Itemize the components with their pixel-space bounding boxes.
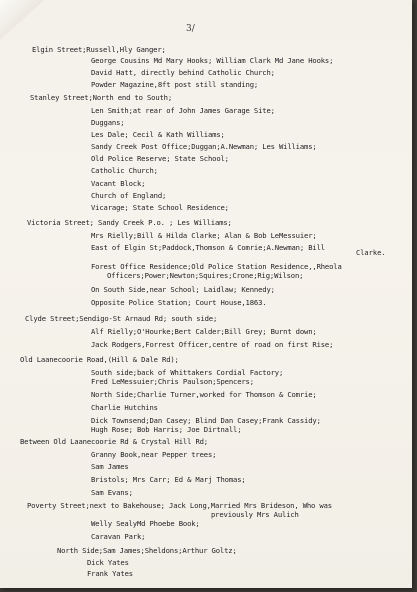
text-line: Sandy Creek Post Office;Duggan;A.Newman; Les Williams; [91,142,317,151]
text-line: Catholic Church; [91,166,158,175]
text-line: Old Laanecoorie Road,(Hill & Dale Rd); [20,355,179,364]
text-line: Clarke. [356,249,386,257]
text-line: Hugh Rose; Bob Harris; Joe Dirtnall; [91,425,242,434]
text-line: previously Mrs Aulich [211,510,299,519]
text-line: Charlie Hutchins [91,403,158,412]
text-line: Duggans; [91,118,125,127]
text-line: North Side;Charlie Turner,worked for Thomson & Comrie; [91,390,317,399]
text-line: Officers;Power;Newton;Squires;Crone;Rig;Wilson; [107,271,304,280]
text-line: Les Dale; Cecil & Kath Williams; [91,130,225,139]
text-line: Fred LeMessuier;Chris Paulson;Spencers; [91,377,254,386]
text-line: Granny Book,near Pepper trees; [91,450,217,459]
text-line: Between Old Laanecoorie Rd & Crystal Hill Rd; [20,437,208,446]
text-line: North Side;Sam James;Sheldons;Arthur Goltz; [57,546,237,555]
text-line: Elgin Street;Russell,Hly Ganger; [32,45,166,54]
text-line: Poverty Street;next to Bakehouse; Jack Long,Married Mrs Brideson, Who was [27,501,332,510]
text-line: Powder Magazine,8ft post still standing; [91,80,259,89]
text-line: David Hatt, directly behind Catholic Church; [91,68,275,77]
text-line: Dick Townsend;Dan Casey; Blind Dan Casey;Frank Cassidy; [91,416,321,425]
text-line: Vicarage; State School Residence; [91,203,229,212]
text-line: Victoria Street; Sandy Creek P.o. ; Les Williams; [27,218,232,227]
text-line: Jack Rodgers,Forrest Officer,centre of road on first Rise; [91,340,334,349]
text-line: Mrs Rielly;Bill & Hilda Clarke; Alan & Bob LeMessuier; [91,231,317,240]
text-line: Church of England; [91,191,167,200]
text-line: Caravan Park; [91,532,146,541]
page-number: 3/ [186,24,195,34]
folded-corner [0,0,44,40]
text-line: Bristols; Mrs Carr; Ed & Marj Thomas; [91,475,246,484]
text-line: George Cousins Md Mary Hooks; William Clark Md Jane Hooks; [91,56,334,65]
text-line: Old Police Reserve; State School; [91,154,229,163]
text-line: Frank Yates [87,569,133,578]
text-line: Alf Rielly;O'Hourke;Bert Calder;Bill Grey; Burnt down; [91,327,317,336]
text-line: Dick Yates [87,558,129,567]
text-line: Clyde Street;Sendigo-St Arnaud Rd; south side; [25,314,218,323]
text-line: Vacant Block; [91,179,146,188]
text-line: Opposite Police Station; Court House,1863. [91,298,267,307]
text-line: Sam Evans; [91,488,133,497]
text-line: Forest Office Residence;Old Police Station Residence,,Rheola [91,262,342,271]
text-line: Welly SealyMd Phoebe Book; [91,519,200,528]
text-line: South side;back of Whittakers Cordial Factory; [91,368,284,377]
text-line: Len Smith;at rear of John James Garage Site; [91,106,275,115]
text-line: Sam James [91,462,129,471]
text-line: Stanley Street;North end to South; [30,93,173,102]
text-line: On South Side,near School; Laidlaw; Kennedy; [91,285,275,294]
text-line: East of Elgin St;Paddock,Thomson & Comrie;A.Newman; Bill [91,243,325,252]
